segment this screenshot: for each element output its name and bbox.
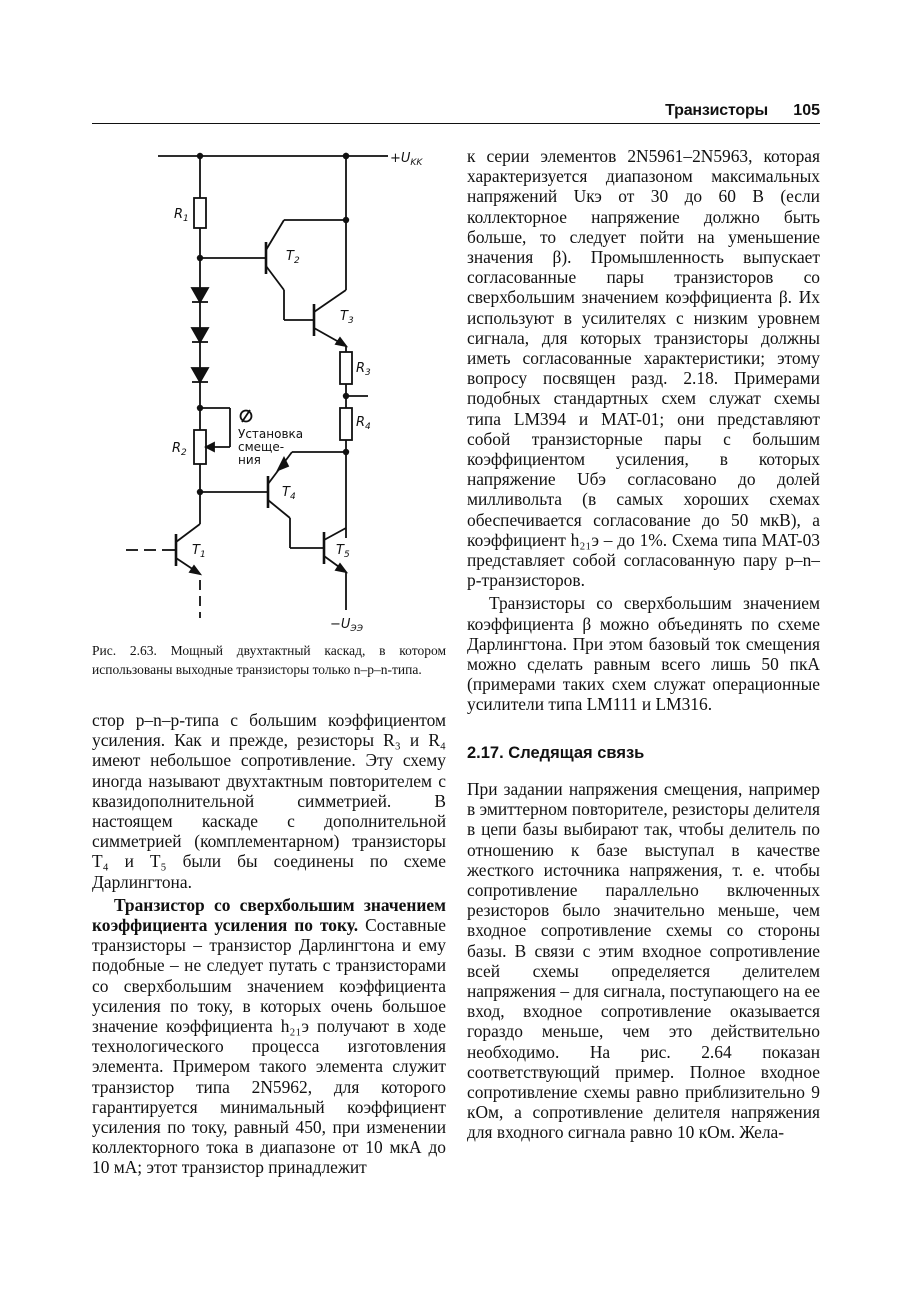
paragraph: стор p–n–p-типа с большим коэффициентом усиления. Как и прежде, резисторы R₃ и R₄ имеют небольшое сопротивление. Эту схему иногда называют двухтактным повторителем с квазидополнительной симметрией. В настоящем каскаде с дополнительной симметрией (комплементарном) транзисторы T₄ и T₅ были бы соединены по схеме Дарлингтона. xyxy=(92,710,446,892)
section-heading: 2.17. Следящая связь xyxy=(467,743,645,762)
t1-label: T xyxy=(192,543,200,558)
svg-text:R3: $R_3$ xyxy=(356,361,371,378)
t3-label: T xyxy=(340,309,348,324)
circuit-schematic xyxy=(118,140,438,640)
bias-note-line3: ния xyxy=(238,453,261,467)
svg-text:+UKK: $+U_{KK}$ xyxy=(390,151,423,168)
r3-resistor xyxy=(340,352,352,384)
right-column xyxy=(467,146,820,1143)
vee-label: −U xyxy=(330,617,351,632)
diode-3 xyxy=(192,368,208,382)
r3-label: R xyxy=(356,361,366,376)
t4-label: T xyxy=(282,485,290,500)
svg-text:T1: $T_1$ xyxy=(192,543,206,560)
r2-label: R xyxy=(172,441,182,456)
paragraph: Транзистор со сверхбольшим значением коэффициента усиления по току. Составные транзисторы – транзистор Дарлингтона и ему подобные – не следует путать с транзисторами со сверхбольшим значением коэффициента усиления по току, в которых очень большое значение коэффициента h₂₁э получают в ходе технологического процесса изготовления элемента. Примером такого элемента служит транзистор типа 2N5962, для которого гарантируется минимальный коэффициент усиления по току, равный 450, при изменении коллекторного тока в диапазоне от 10 мкА до 10 мА; этот транзистор принадлежит xyxy=(92,894,447,1178)
svg-text:T4: $T_4$ xyxy=(282,485,296,502)
paragraph: При задании напряжения смещения, например в эмиттерном повторителе, резисторы делителя в цепи базы выбирают так, чтобы делитель по отношению к базе выступал в качестве жесткого источника напряжения, т. е. чтобы сопротивление параллельно включенных резисторов было значительно меньше, чем входное сопротивление схемы со стороны базы. В связи с этим входное сопротивление всей схемы определяется делителем напряжения – для сигнала, поступающего на ее вход, входное сопротивление оказывается гораздо меньше, чем это действительно необходимо. На рис. 2.64 показан соответствующий пример. Полное входное сопротивление схемы равно приблизительно 9 кОм, а сопротивление делителя напряжения для входного сигнала равно 10 кОм. Жела- xyxy=(467,778,820,1143)
running-header xyxy=(92,100,820,124)
r1-resistor xyxy=(194,198,206,228)
diode-2 xyxy=(192,328,208,342)
bias-note-line2: смеще- xyxy=(238,440,285,454)
run-in-heading: Транзистор со сверхбольшим значением коэффициента усиления по току. xyxy=(92,894,446,936)
t2-label: T xyxy=(286,249,294,264)
figure-caption: Рис. 2.63. Мощный двухтактный каскад, в котором использованы выходные транзисторы только n–p–n-типа. xyxy=(92,643,446,677)
svg-text:R1: $R_1$ xyxy=(174,207,189,224)
vcc-label: +U xyxy=(390,151,411,166)
svg-text:−UЭЭ: $-U_{ЭЭ}$ xyxy=(330,617,363,634)
bias-note-line1: Установка xyxy=(238,427,304,441)
t5-label: T xyxy=(336,543,344,558)
r4-resistor xyxy=(340,408,352,440)
svg-text:T2: $T_2$ xyxy=(286,249,300,266)
svg-text:R4: $R_4$ xyxy=(356,415,371,432)
header-rule xyxy=(92,123,820,124)
paragraph: к серии элементов 2N5961–2N5963, которая характеризуется диапазоном максимальных напряжений Uкэ от 30 до 60 В (если коллекторное напряжение должно быть больше, то следует пойти на уменьшение значения β). Промышленность выпускает согласованные пары транзисторов со сверхбольшим значением коэффициента β. Их используют в усилителях с низким уровнем сигнала, для которых транзисторы должны иметь согласованные характеристики; этому вопросу посвящен разд. 2.18. Примерами подобных стандартных схем служат схемы типа LM394 и MAT-01; они представляют собой транзисторные пары с большим коэффициентом усиления, в которых напряжение Uбэ согласовано до долей милливольта (в самых хороших схемах обеспечивается согласование до 50 мкВ), а коэффициент h₂₁э – до 1%. Схема типа MAT-03 представляет собой согласованную пару p–n–p-транзисторов. xyxy=(467,146,820,591)
r4-label: R xyxy=(356,415,366,430)
svg-text:T3: $T_3$ xyxy=(340,309,354,326)
page-number: 105 xyxy=(793,102,820,119)
diode-1 xyxy=(192,288,208,302)
svg-text:T5: $T_5$ xyxy=(336,543,350,560)
r1-label: R xyxy=(174,207,184,222)
left-column xyxy=(92,710,446,1178)
circuit-figure xyxy=(118,140,438,640)
svg-text:R2: $R_2$ xyxy=(172,441,187,458)
paragraph: Транзисторы со сверхбольшим значением коэффициента β можно объединять по схеме Дарлингтона. При этом базовый ток смещения можно сделать равным всего лишь 50 пкА (примерами таких схем служат операционные усилители типа LM111 и LM316. xyxy=(467,593,820,715)
header-title: Транзисторы xyxy=(665,102,768,119)
